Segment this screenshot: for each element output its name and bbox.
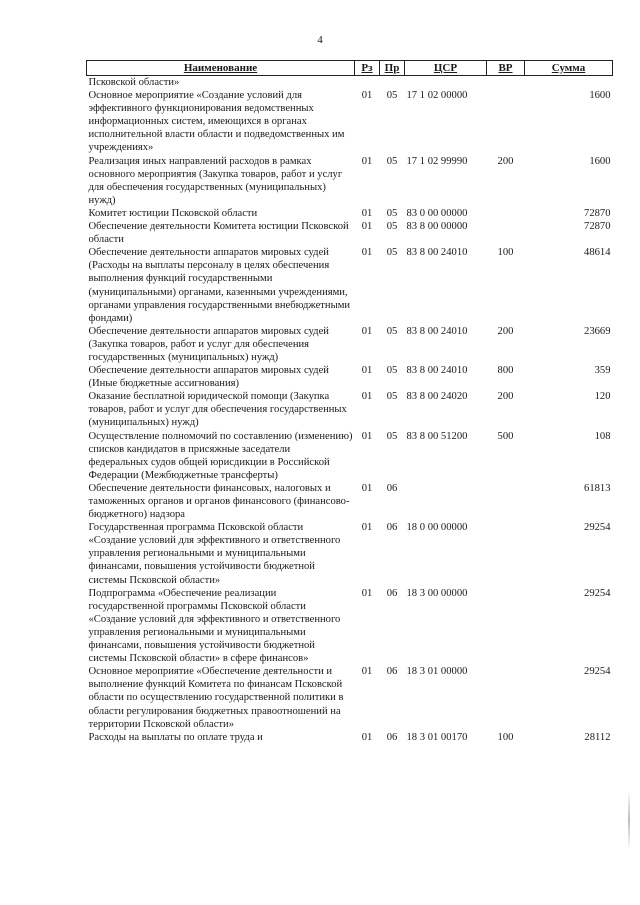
row-name: Обеспечение деятельности аппаратов мировых судей (Закупка товаров, работ и услуг для обеспечения государственных (муниципальных) нужд) [88,325,329,363]
row-name: Оказание бесплатной юридической помощи (Закупка товаров, работ и услуг для обеспечения государственных (муниципальных) нужд) [88,391,347,429]
header-rz: Рз [355,61,380,76]
row-vr [487,220,525,246]
table-row [87,246,613,325]
row-vr: 200 [497,325,514,337]
table-row [87,390,613,429]
row-rz: 01 [361,207,373,219]
row-pr: 06 [386,522,398,534]
row-csr: 17 1 02 99990 [406,155,468,167]
row-sum: 28112 [584,731,611,743]
row-csr: 83 8 00 24010 [406,247,468,259]
header-pr: Пр [380,61,405,76]
row-name: Осуществление полномочий по составлению (изменению) списков кандидатов в присяжные заседатели федеральных судов общей юрисдикции в Российской Федерации (Межбюджетные трансферты) [88,430,353,481]
row-rz: 01 [361,90,373,102]
header-csr: ЦСР [405,61,487,76]
table-row [87,731,613,744]
row-sum: 29254 [584,587,611,599]
page-number: 4 [317,34,323,46]
row-pr: 05 [386,325,398,337]
row-pr: 05 [386,365,398,377]
row-sum: 29254 [584,522,611,534]
table-row [87,207,613,220]
row-rz: 01 [361,221,373,233]
row-sum: 61813 [584,482,611,494]
table-row [87,89,613,154]
row-rz: 01 [361,325,373,337]
row-vr: 100 [497,247,514,259]
row-csr: 18 3 00 00000 [406,587,468,599]
header-name: Наименование [87,61,355,76]
row-name: Подпрограмма «Обеспечение реализации государственной программы Псковской области «Создание условий для эффективного и ответственного управления региональными и муниципальными финансами, повышения устойчивости бюджетной системы Псковской области» в сфере финансов» [88,587,341,665]
table-row [87,155,613,207]
continuation-text: Псковской области» [88,77,180,88]
row-vr: 800 [497,365,514,377]
row-name: Основное мероприятие «Создание условий для эффективного функционирования ведомственных информационных систем, имеющихся в органах исполнительной власти области и подведомственных им учреждениях» [88,90,345,154]
row-vr [487,207,525,220]
row-vr: 200 [497,155,514,167]
row-name: Обеспечение деятельности финансовых, налоговых и таможенных органов и органов финансового (финансово-бюджетного) надзора [88,482,350,521]
continuation-row [87,76,613,90]
row-sum: 359 [594,365,611,377]
row-csr [405,482,487,521]
row-sum: 72870 [584,207,611,219]
row-pr: 06 [386,587,398,599]
row-name: Обеспечение деятельности аппаратов мировых судей (Расходы на выплаты персоналу в целях обеспечения выполнения функций государственными (муниципальными) органами, казенными учреждениями, органами управления государственными внебюджетными фондами) [88,247,351,324]
row-vr [487,482,525,521]
row-name: Реализация иных направлений расходов в рамках основного мероприятия (Закупка товаров, работ и услуг для обеспечения государственных (муниципальных) нужд) [88,155,343,206]
row-sum: 1600 [589,90,611,102]
row-pr: 06 [386,666,398,678]
header-sum: Сумма [525,61,613,76]
row-pr: 06 [386,482,398,494]
table-header [87,61,613,76]
row-name: Комитет юстиции Псковской области [88,207,258,219]
row-vr [487,521,525,586]
row-csr: 83 8 00 00000 [406,221,468,233]
row-sum: 120 [594,391,611,403]
row-rz: 01 [361,430,373,442]
row-vr [487,587,525,666]
table-row [87,364,613,390]
row-csr: 83 8 00 24010 [406,365,468,377]
table-row [87,482,613,521]
row-rz: 01 [361,365,373,377]
row-pr: 05 [386,430,398,442]
row-rz: 01 [361,391,373,403]
row-rz: 01 [361,247,373,259]
row-vr [487,665,525,730]
row-sum: 72870 [584,221,611,233]
row-csr: 18 3 01 00000 [406,666,468,678]
row-pr: 05 [386,247,398,259]
row-sum: 29254 [584,666,611,678]
table-row [87,220,613,246]
header-vr: ВР [487,61,525,76]
table-row [87,521,613,586]
row-rz: 01 [361,731,373,743]
row-pr: 06 [386,731,398,743]
row-sum: 1600 [589,155,611,167]
row-pr: 05 [386,155,398,167]
row-csr: 83 8 00 51200 [406,430,468,442]
row-name: Государственная программа Псковской области «Создание условий для эффективного и ответственного управления региональными и муниципальными финансами, повышения устойчивости бюджетной системы Псковской области» [88,522,341,586]
row-csr: 18 0 00 00000 [406,522,468,534]
table-row [87,665,613,730]
row-csr: 83 8 00 24010 [406,325,468,337]
table-row [87,325,613,364]
row-pr: 05 [386,221,398,233]
row-rz: 01 [361,482,373,494]
row-sum: 108 [594,430,611,442]
row-csr: 83 0 00 00000 [406,207,468,219]
row-name: Основное мероприятие «Обеспечение деятельности и выполнение функций Комитета по финансам Псковской области по осуществлению государственной политики в области регулирования бюджетных правоотношений на территории Псковской области» [88,666,344,730]
row-csr: 83 8 00 24020 [406,391,468,403]
row-pr: 05 [386,90,398,102]
row-vr: 100 [497,731,514,743]
row-rz: 01 [361,587,373,599]
row-pr: 05 [386,391,398,403]
row-rz: 01 [361,522,373,534]
row-rz: 01 [361,666,373,678]
row-csr: 18 3 01 00170 [406,731,468,743]
budget-table [86,60,613,744]
row-rz: 01 [361,155,373,167]
table-row [87,587,613,666]
row-sum: 48614 [584,247,611,259]
row-pr: 05 [386,207,398,219]
row-vr [487,89,525,154]
row-name: Расходы на выплаты по оплате труда и [88,731,263,743]
scan-edge-mark [628,790,630,850]
table-row [87,430,613,482]
row-name: Обеспечение деятельности аппаратов мировых судей (Иные бюджетные ассигнования) [88,365,329,390]
row-csr: 17 1 02 00000 [406,90,468,102]
row-vr: 500 [497,430,514,442]
row-sum: 23669 [584,325,611,337]
row-name: Обеспечение деятельности Комитета юстиции Псковской области [88,221,349,246]
row-vr: 200 [497,391,514,403]
